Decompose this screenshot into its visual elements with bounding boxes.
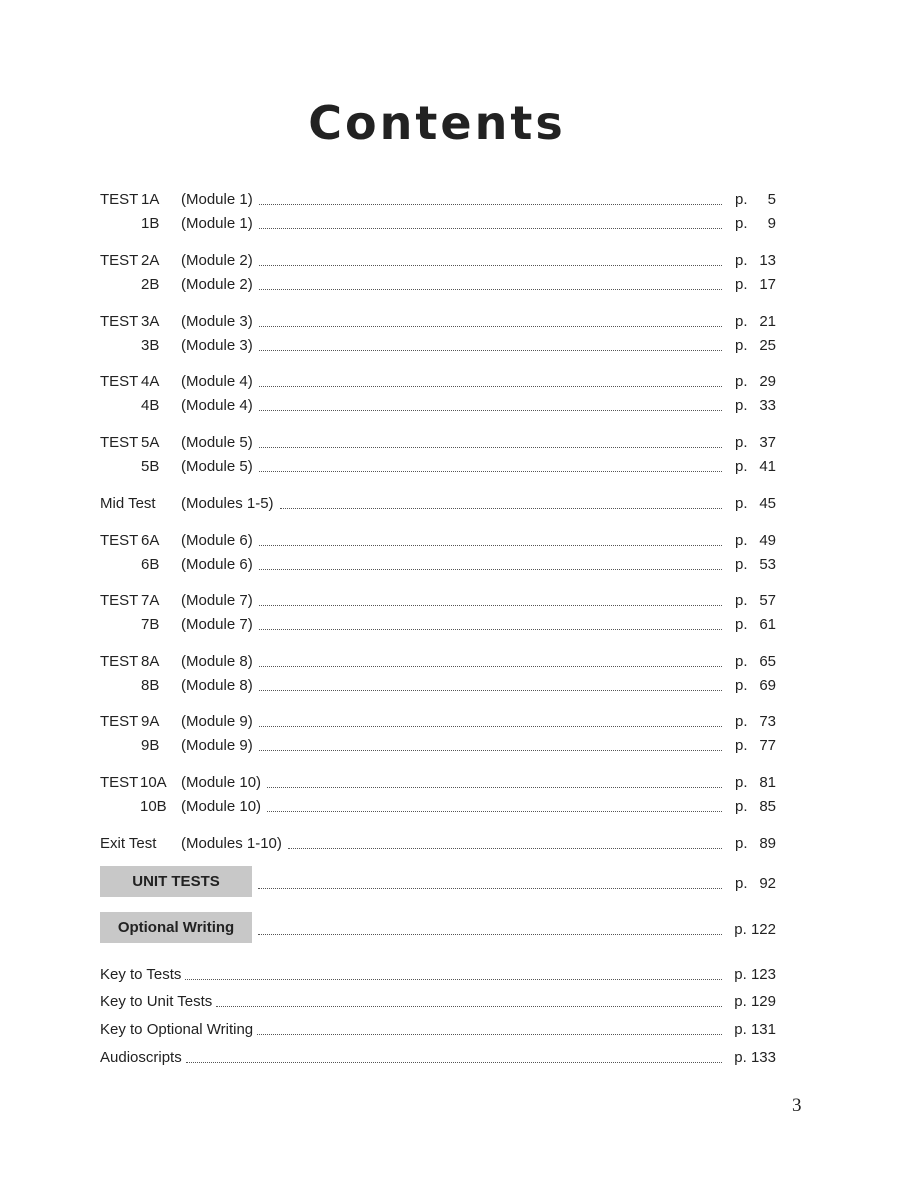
entry-page-prefix: p.	[735, 737, 748, 754]
entry-page-prefix: p.	[735, 592, 748, 609]
entry-page-prefix: p.	[735, 713, 748, 730]
entry-code: 6A	[141, 532, 160, 549]
dot-leader	[259, 350, 722, 351]
entry-module: (Modules 1-10)	[181, 835, 282, 852]
entry-code: 5B	[141, 458, 160, 475]
section-label-box: UNIT TESTS	[100, 866, 252, 897]
dot-leader	[259, 386, 722, 387]
dot-leader	[259, 690, 722, 691]
entry-page-prefix: p.	[735, 397, 748, 414]
entry-page-number: 9	[767, 215, 776, 232]
entry-module: (Module 1)	[181, 191, 253, 208]
dot-leader	[259, 726, 722, 727]
toc-entry[interactable]	[100, 530, 776, 552]
entry-page-number: 13	[759, 252, 776, 269]
entry-page: p. 133	[734, 1049, 776, 1066]
entry-page-number: 81	[759, 774, 776, 791]
entry-page-prefix: p.	[735, 276, 748, 293]
toc-section-entry[interactable]	[100, 873, 776, 895]
entry-test-label: TEST	[100, 653, 139, 670]
entry-module: (Module 3)	[181, 313, 253, 330]
entry-code: 1B	[141, 215, 160, 232]
entry-label: Key to Unit Tests	[100, 993, 213, 1010]
toc-entry[interactable]	[100, 590, 776, 612]
entry-module: (Module 3)	[181, 337, 253, 354]
toc-entry[interactable]	[100, 432, 776, 454]
dot-leader	[186, 1062, 722, 1063]
entry-code: 3A	[141, 313, 160, 330]
toc-entry[interactable]	[100, 554, 776, 576]
toc-key-entry[interactable]	[100, 1047, 776, 1069]
entry-page-number: 21	[759, 313, 776, 330]
entry-page-number: 85	[759, 798, 776, 815]
entry-code: 9B	[141, 737, 160, 754]
dot-leader	[259, 750, 722, 751]
entry-page-number: 53	[759, 556, 776, 573]
entry-page-number: 17	[759, 276, 776, 293]
entry-test-label: Exit Test	[100, 835, 157, 852]
entry-code: 2B	[141, 276, 160, 293]
entry-page-number: 45	[759, 495, 776, 512]
dot-leader	[280, 508, 722, 509]
entry-module: (Module 5)	[181, 434, 253, 451]
entry-code: 1A	[141, 191, 160, 208]
entry-code: 8B	[141, 677, 160, 694]
toc-entry[interactable]	[100, 213, 776, 235]
entry-page-number: 73	[759, 713, 776, 730]
entry-page-prefix: p.	[735, 313, 748, 330]
entry-page-number: 77	[759, 737, 776, 754]
entry-code: 6B	[141, 556, 160, 573]
entry-code: 9A	[141, 713, 160, 730]
toc-entry[interactable]	[100, 675, 776, 697]
entry-test-label: TEST	[100, 532, 139, 549]
entry-code: 7B	[141, 616, 160, 633]
entry-module: (Module 6)	[181, 532, 253, 549]
entry-page-number: 5	[767, 191, 776, 208]
toc-key-entry[interactable]	[100, 964, 776, 986]
entry-page-prefix: p.	[735, 215, 748, 232]
entry-page-prefix: p.	[735, 875, 748, 892]
entry-test-label: TEST	[100, 373, 139, 390]
entry-page-number: 92	[759, 875, 776, 892]
entry-page-number: 57	[759, 592, 776, 609]
toc-entry[interactable]	[100, 311, 776, 333]
toc-key-entry[interactable]	[100, 1019, 776, 1041]
toc-entry[interactable]	[100, 493, 776, 515]
entry-page-number: 25	[759, 337, 776, 354]
toc-entry[interactable]	[100, 189, 776, 211]
dot-leader	[259, 629, 722, 630]
entry-page-number: 61	[759, 616, 776, 633]
entry-page-number: 33	[759, 397, 776, 414]
toc-key-entry[interactable]	[100, 991, 776, 1013]
dot-leader	[258, 888, 722, 889]
toc-entry[interactable]	[100, 250, 776, 272]
dot-leader	[267, 787, 722, 788]
entry-code: 3B	[141, 337, 160, 354]
toc-entry[interactable]	[100, 711, 776, 733]
entry-test-label: TEST	[100, 252, 139, 269]
entry-module: (Module 7)	[181, 616, 253, 633]
section-label-box: Optional Writing	[100, 912, 252, 943]
entry-test-label: TEST	[100, 191, 139, 208]
entry-page-number: 89	[759, 835, 776, 852]
entry-code: 8A	[141, 653, 160, 670]
entry-module: (Module 2)	[181, 276, 253, 293]
entry-code: 10B	[140, 798, 167, 815]
entry-page: p. 129	[734, 993, 776, 1010]
entry-page-number: 41	[759, 458, 776, 475]
entry-module: (Module 6)	[181, 556, 253, 573]
page-number: 3	[792, 1095, 802, 1116]
dot-leader	[259, 204, 722, 205]
entry-test-label: TEST	[100, 434, 139, 451]
entry-module: (Module 9)	[181, 737, 253, 754]
dot-leader	[257, 1034, 722, 1035]
toc-entry[interactable]	[100, 371, 776, 393]
entry-page-number: 29	[759, 373, 776, 390]
entry-module: (Module 5)	[181, 458, 253, 475]
toc-section-entry[interactable]	[100, 919, 776, 941]
entry-module: (Modules 1-5)	[181, 495, 274, 512]
entry-test-label: TEST	[100, 313, 139, 330]
page-title: Contents	[308, 96, 566, 150]
dot-leader	[259, 228, 722, 229]
entry-page-number: 49	[759, 532, 776, 549]
entry-test-label: TEST	[100, 774, 139, 791]
entry-page: p. 123	[734, 966, 776, 983]
entry-module: (Module 1)	[181, 215, 253, 232]
entry-page-prefix: p.	[735, 434, 748, 451]
dot-leader	[259, 471, 722, 472]
entry-page-number: 37	[759, 434, 776, 451]
entry-module: (Module 10)	[181, 798, 262, 815]
entry-page-prefix: p.	[735, 774, 748, 791]
toc-entry[interactable]	[100, 456, 776, 478]
entry-page-prefix: p.	[735, 373, 748, 390]
dot-leader	[288, 848, 722, 849]
toc-entry[interactable]	[100, 735, 776, 757]
entry-code: 4B	[141, 397, 160, 414]
dot-leader	[267, 811, 722, 812]
toc-entry[interactable]	[100, 651, 776, 673]
entry-page-prefix: p.	[735, 458, 748, 475]
dot-leader	[258, 934, 722, 935]
entry-code: 10A	[140, 774, 167, 791]
entry-code: 5A	[141, 434, 160, 451]
toc-entry[interactable]	[100, 395, 776, 417]
dot-leader	[259, 666, 722, 667]
entry-module: (Module 7)	[181, 592, 253, 609]
dot-leader	[259, 545, 722, 546]
entry-page: p. 122	[734, 921, 776, 938]
entry-label: Key to Optional Writing	[100, 1021, 254, 1038]
entry-page-prefix: p.	[735, 798, 748, 815]
entry-module: (Module 9)	[181, 713, 253, 730]
entry-page-prefix: p.	[735, 835, 748, 852]
toc-entry[interactable]	[100, 833, 776, 855]
entry-test-label: Mid Test	[100, 495, 156, 512]
entry-module: (Module 10)	[181, 774, 262, 791]
entry-label: Key to Tests	[100, 966, 182, 983]
dot-leader	[259, 410, 722, 411]
dot-leader	[259, 605, 722, 606]
entry-module: (Module 2)	[181, 252, 253, 269]
entry-module: (Module 4)	[181, 373, 253, 390]
entry-code: 2A	[141, 252, 160, 269]
entry-test-label: TEST	[100, 713, 139, 730]
entry-label: Audioscripts	[100, 1049, 182, 1066]
dot-leader	[216, 1006, 722, 1007]
entry-page-prefix: p.	[735, 252, 748, 269]
entry-page-prefix: p.	[735, 677, 748, 694]
entry-module: (Module 8)	[181, 677, 253, 694]
entry-page-prefix: p.	[735, 616, 748, 633]
toc-entry[interactable]	[100, 335, 776, 357]
entry-code: 7A	[141, 592, 160, 609]
entry-page: p. 131	[734, 1021, 776, 1038]
entry-page-number: 65	[759, 653, 776, 670]
dot-leader	[259, 326, 722, 327]
toc-entry[interactable]	[100, 274, 776, 296]
entry-page-prefix: p.	[735, 495, 748, 512]
dot-leader	[259, 265, 722, 266]
dot-leader	[259, 447, 722, 448]
toc-entry[interactable]	[100, 614, 776, 636]
entry-page-prefix: p.	[735, 556, 748, 573]
dot-leader	[259, 289, 722, 290]
entry-test-label: TEST	[100, 592, 139, 609]
toc-entry[interactable]	[100, 772, 776, 794]
dot-leader	[185, 979, 722, 980]
entry-module: (Module 4)	[181, 397, 253, 414]
entry-page-prefix: p.	[735, 653, 748, 670]
entry-module: (Module 8)	[181, 653, 253, 670]
toc-entry[interactable]	[100, 796, 776, 818]
entry-page-prefix: p.	[735, 191, 748, 208]
entry-page-prefix: p.	[735, 532, 748, 549]
dot-leader	[259, 569, 722, 570]
entry-page-prefix: p.	[735, 337, 748, 354]
entry-page-number: 69	[759, 677, 776, 694]
entry-code: 4A	[141, 373, 160, 390]
